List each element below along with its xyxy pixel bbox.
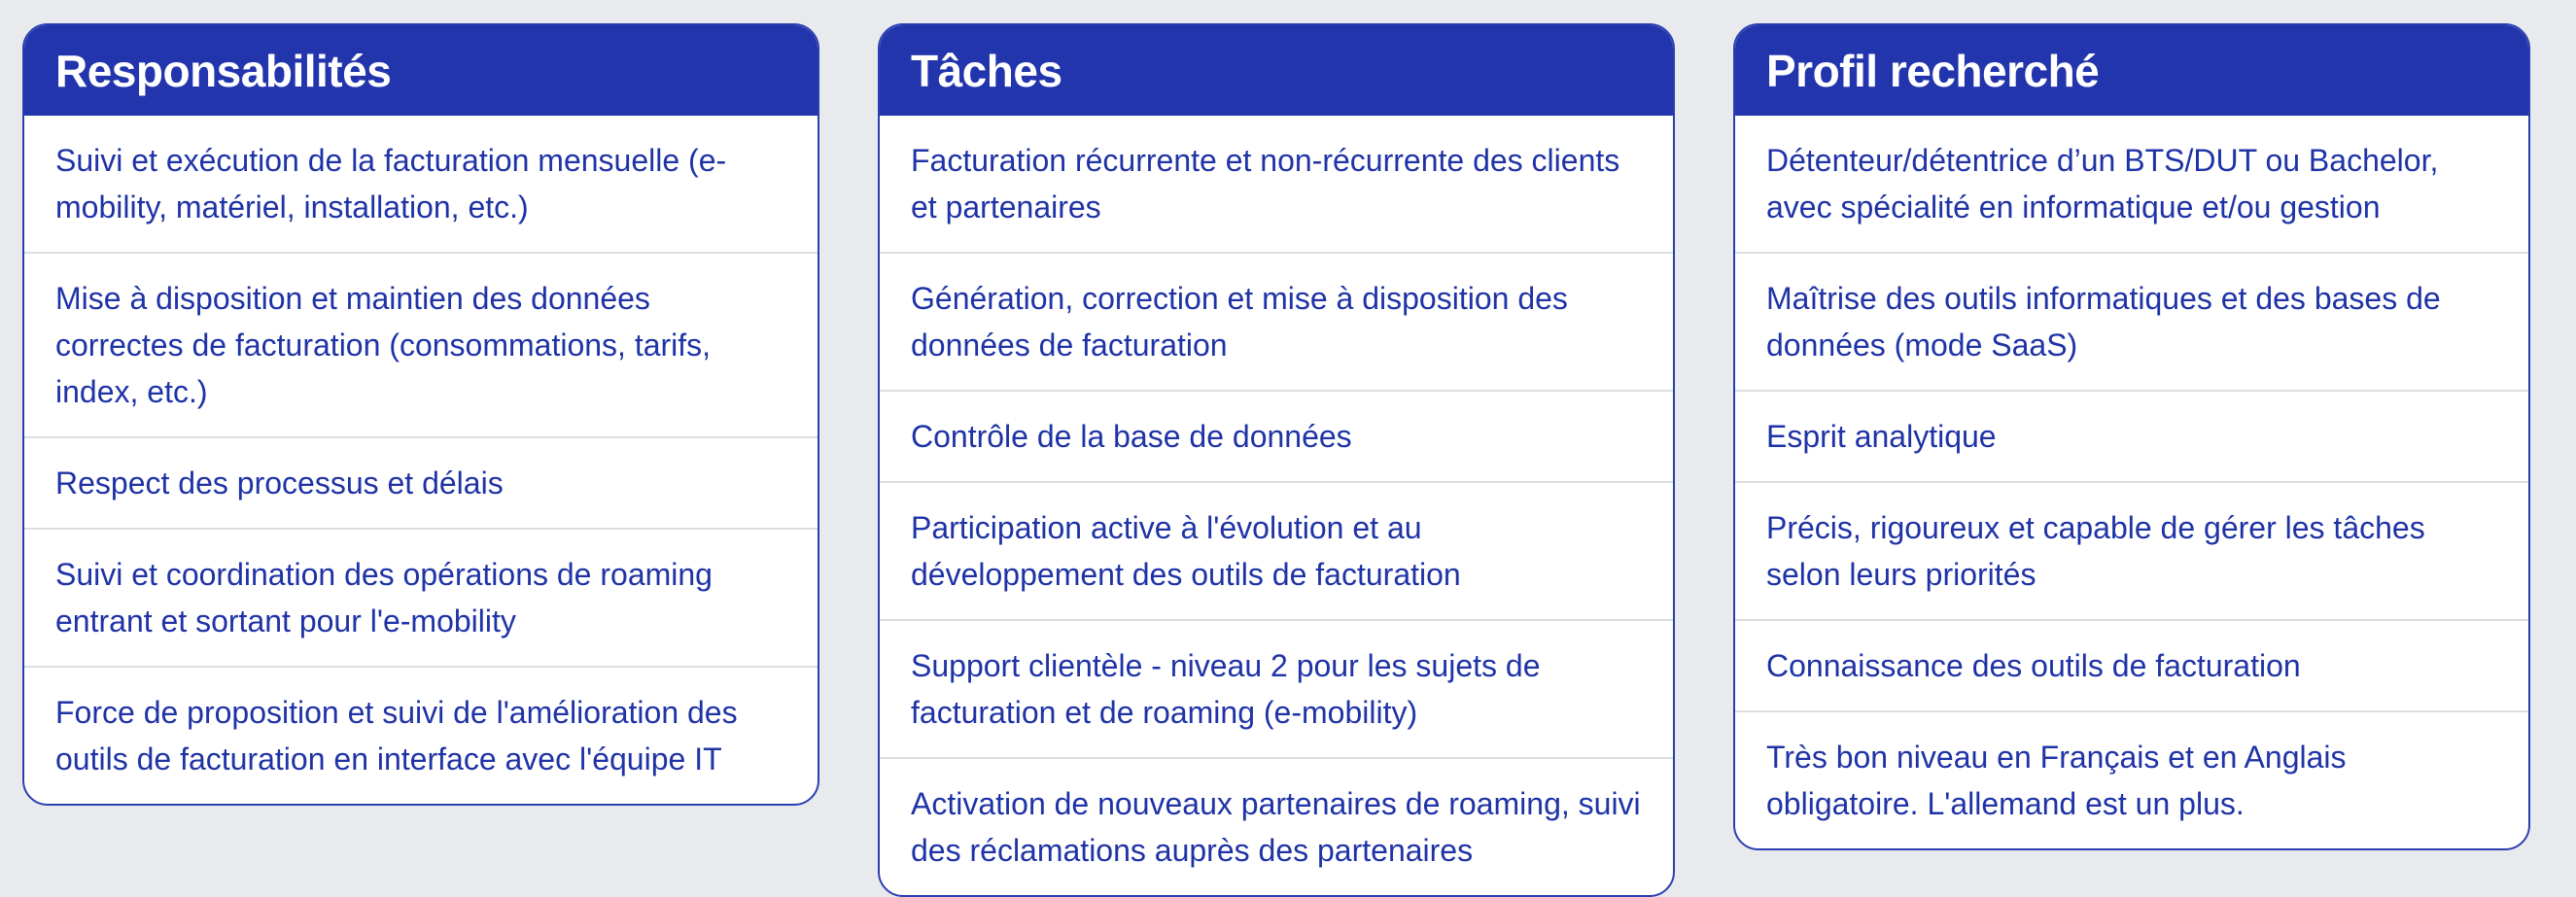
list-item: Force de proposition et suivi de l'amélioration des outils de facturation en interface avec l'équipe IT [24,666,818,804]
list-item: Génération, correction et mise à disposition des données de facturation [880,252,1673,390]
list-item: Maîtrise des outils informatiques et des bases de données (mode SaaS) [1735,252,2528,390]
card-list [24,116,818,804]
list-item: Activation de nouveaux partenaires de roaming, suivi des réclamations auprès des partenaires [880,757,1673,895]
list-item: Participation active à l'évolution et au développement des outils de facturation [880,481,1673,619]
list-item: Respect des processus et délais [24,436,818,528]
list-item: Support clientèle - niveau 2 pour les sujets de facturation et de roaming (e-mobility) [880,619,1673,757]
card-title: Tâches [880,25,1673,116]
card-taches [878,23,1675,897]
list-item: Précis, rigoureux et capable de gérer les tâches selon leurs priorités [1735,481,2528,619]
list-item: Très bon niveau en Français et en Anglais obligatoire. L'allemand est un plus. [1735,710,2528,848]
list-item: Esprit analytique [1735,390,2528,481]
list-item: Suivi et coordination des opérations de roaming entrant et sortant pour l'e-mobility [24,528,818,666]
list-item: Contrôle de la base de données [880,390,1673,481]
card-title: Profil recherché [1735,25,2528,116]
list-item: Mise à disposition et maintien des données correctes de facturation (consommations, tarifs, index, etc.) [24,252,818,436]
list-item: Suivi et exécution de la facturation mensuelle (e-mobility, matériel, installation, etc.) [55,143,727,224]
list-item: Facturation récurrente et non-récurrente des clients et partenaires [911,143,1620,224]
card-profil-recherche [1733,23,2530,850]
card-list [1735,116,2528,848]
list-item: Connaissance des outils de facturation [1735,619,2528,710]
card-responsabilites [22,23,819,806]
list-item: Détenteur/détentrice d’un BTS/DUT ou Bachelor, avec spécialité en informatique et/ou gestion [1766,143,2439,224]
card-title: Responsabilités [24,25,818,116]
card-list [880,116,1673,895]
